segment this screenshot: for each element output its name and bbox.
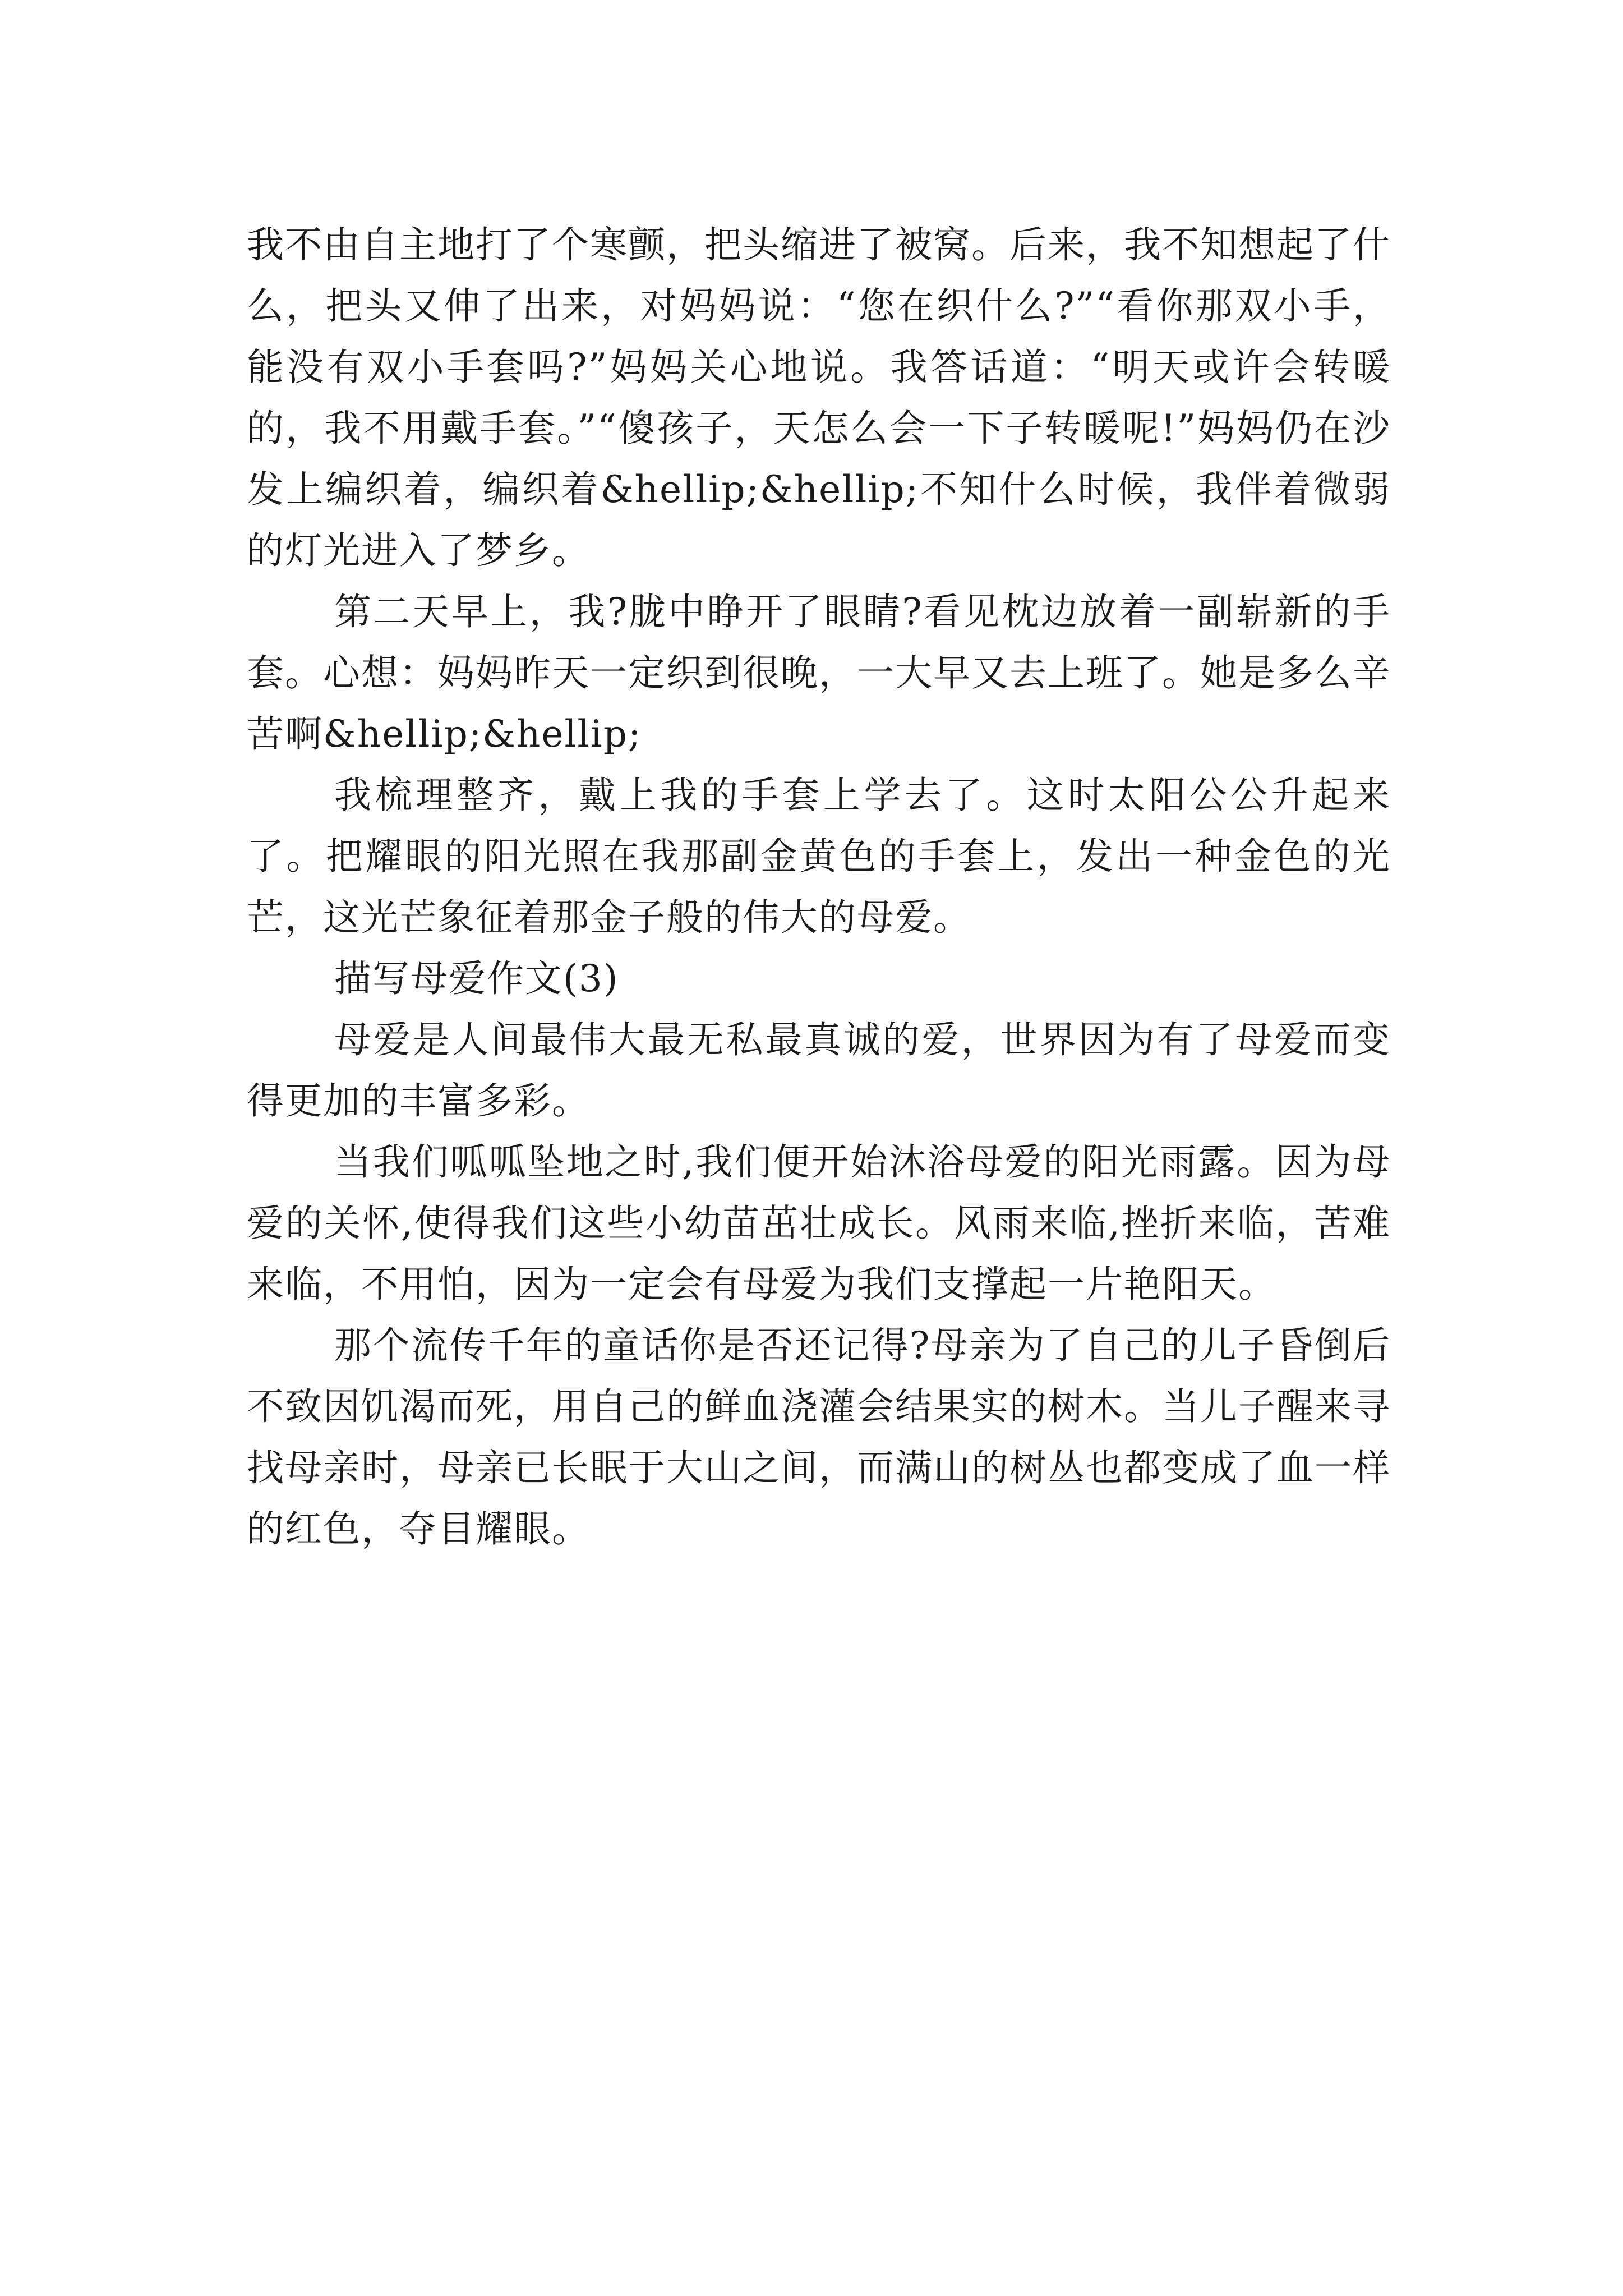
paragraph: 我不由自主地打了个寒颤，把头缩进了被窝。后来，我不知想起了什么，把头又伸了出来，对妈妈说：“您在织什么?”“看你那双小手，能没有双小手套吗?”妈妈关心地说。我答话道：“明天或许会转暖的，我不用戴手套。”“傻孩子，天怎么会一下子转暖呢!”妈妈仍在沙发上编织着，编织着&hellip;&hellip;不知什么时候，我伴着微弱的灯光进入了梦乡。 (247, 223, 1391, 572)
paragraph: 我梳理整齐，戴上我的手套上学去了。这时太阳公公升起来了。把耀眼的阳光照在我那副金黄色的手套上，发出一种金色的光芒，这光芒象征着那金子般的伟大的母爱。 (247, 774, 1391, 939)
paragraph: 当我们呱呱坠地之时,我们便开始沐浴母爱的阳光雨露。因为母爱的关怀,使得我们这些小幼苗茁壮成长。风雨来临,挫折来临，苦难来临，不用怕，因为一定会有母爱为我们支撑起一片艳阳天。 (247, 1140, 1391, 1306)
paragraph: 母爱是人间最伟大最无私最真诚的爱，世界因为有了母爱而变得更加的丰富多彩。 (247, 1018, 1391, 1122)
paragraph: 第二天早上，我?胧中睁开了眼睛?看见枕边放着一副崭新的手套。心想：妈妈昨天一定织到很晚，一大早又去上班了。她是多么辛苦啊&hellip;&hellip; (247, 590, 1391, 756)
document-body (247, 214, 1391, 1559)
paragraph: 那个流传千年的童话你是否还记得?母亲为了自己的儿子昏倒后不致因饥渴而死，用自己的鲜血浇灌会结果实的树木。当儿子醒来寻找母亲时，母亲已长眠于大山之间，而满山的树丛也都变成了血一样的红色，夺目耀眼。 (247, 1324, 1391, 1550)
section-heading: 描写母爱作文(3) (334, 957, 619, 1000)
